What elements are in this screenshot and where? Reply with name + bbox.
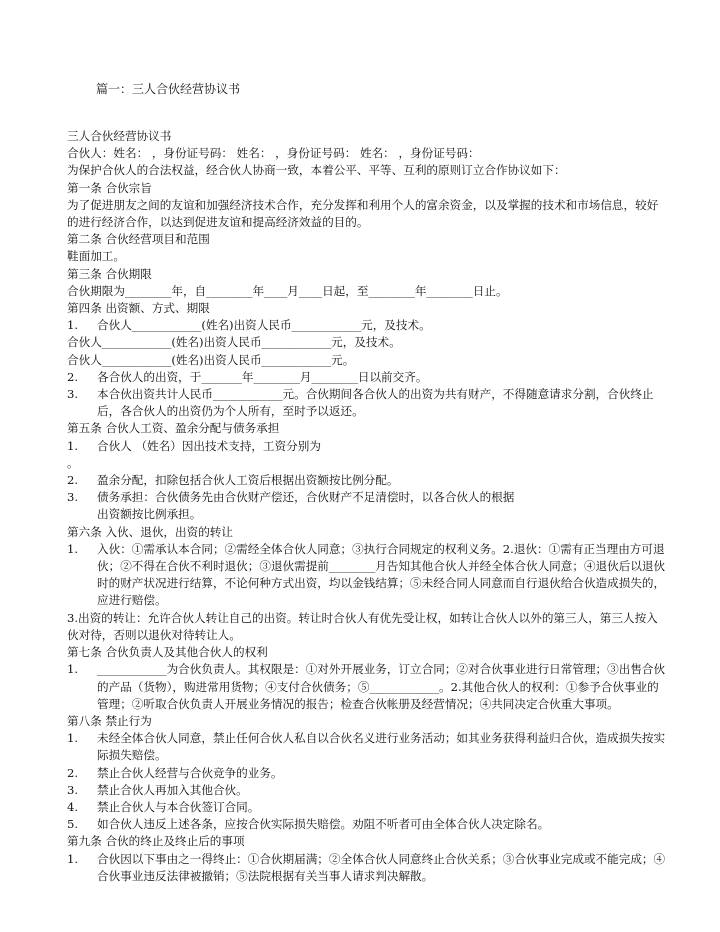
list-item: 1. 合伙人____________(姓名)出资人民币____________元，及技术。 — [67, 318, 431, 333]
list-item: 2. 各合伙人的出资，于_______年________月________日以前交齐。 — [67, 369, 428, 384]
list-item: 1. 入伙：①需承认本合同；②需经全体合伙人同意；③执行合同规定的权利义务。2.退伙：①需有正当理由方可退伙；②不得在合伙不利时退伙；③退伙需提前________月告知其他合伙人并经全体合伙人同意；④退伙后以退伙时的财产状况进行结算，不论何种方式出资，均以金钱结算；⑤未经合同人同意而自行退伙给合伙造成损失的，应进行赔偿。 — [67, 541, 666, 608]
list-item: 1. 合伙因以下事由之一得终止：①合伙期届满；②全体合伙人同意终止合伙关系；③合伙事业完成或不能完成；④合伙事业违反法律被撤销；⑤法院根据有关当事人请求判决解散。 — [67, 851, 666, 883]
list-item: 3. 本合伙出资共计人民币____________元。合伙期间各合伙人的出资为共有财产，不得随意请求分割，合伙终止后，各合伙人的出资仍为个人所有，至时予以返还。 — [67, 387, 654, 419]
article-1-title: 第一条 合伙宗旨 — [67, 180, 152, 195]
article-6-title: 第六条 入伙、退伙，出资的转让 — [67, 524, 233, 539]
article-2-title: 第二条 合伙经营项目和范围 — [67, 232, 210, 247]
article-1-body: 为了促进朋友之间的友谊和加强经济技术合作，充分发挥和利用个人的富余资金，以及掌握的技术和市场信息，较好的进行经济合作，以达到促进友谊和提高经济效益的目的。 — [67, 197, 659, 230]
article-5-title: 第五条 合伙人工资、盈余分配与债务承担 — [67, 421, 280, 436]
document-heading: 篇一：三人合伙经营协议书 — [96, 82, 241, 96]
parties-line: 合伙人：姓名： ，身份证号码： 姓名： ，身份证号码： 姓名： ，身份证号码： — [67, 146, 480, 161]
list-item: 5. 如合伙人违反上述各条，应按合伙实际损失赔偿。劝阻不听者可由全体合伙人决定除名。 — [67, 817, 550, 832]
list-item: 1. ____________为合伙负责人。其权限是：①对外开展业务，订立合同；②对合伙事业进行日常管理；③出售合伙的产品（货物），购进常用货物；④支付合伙债务；⑤____________。2.其他合伙人的权利：①参予合伙事业的管理；②听取合伙负责人开展业务情况的报告；检查合伙帐册及经营情况；④共同决定合伙重大事项。 — [67, 662, 666, 711]
agreement-title: 三人合伙经营协议书 — [67, 129, 172, 143]
transfer-clause: 3.出资的转让：允许合伙人转让自己的出资。转让时合伙人有优先受让权，如转让合伙人以外的第三人，第三人按入伙对待，否则以退伙对待转让人。 — [67, 610, 658, 642]
agreement-body — [67, 128, 667, 885]
list-item: 2. 盈余分配，扣除包括合伙人工资后根据出资额按比例分配。 — [67, 473, 399, 488]
preamble: 为保护合伙人的合法权益，经合伙人协商一致，本着公平、平等、互利的原则订立合作协议如下： — [67, 163, 566, 178]
article-7-title: 第七条 合伙负责人及其他合伙人的权利 — [67, 645, 268, 660]
list-item: 3. 债务承担：合伙债务先由合伙财产偿还，合伙财产不足清偿时，以各合伙人的根据出资额按比例承担。 — [67, 490, 515, 522]
list-item: 合伙人____________(姓名)出资人民币____________元。 — [67, 352, 355, 367]
list-item: 合伙人____________(姓名)出资人民币____________元，及技术。 — [67, 335, 401, 350]
list-item: 1. 未经全体合伙人同意，禁止任何合伙人私自以合伙名义进行业务活动；如其业务获得利益归合伙，造成损失按实际损失赔偿。 — [67, 731, 666, 763]
list-item: 1. 合伙人 （姓名）因出技术支持，工资分别为 — [67, 438, 321, 453]
article-9-title: 第九条 合伙的终止及终止后的事项 — [67, 834, 245, 849]
article-2-body: 鞋面加工。 — [67, 249, 125, 264]
list-item: 2. 禁止合伙人经营与合伙竞争的业务。 — [67, 765, 283, 780]
list-item-tail: 。 — [67, 455, 79, 470]
article-8-title: 第八条 禁止行为 — [67, 713, 152, 728]
article-4-title: 第四条 出资额、方式、期限 — [67, 301, 210, 316]
list-item: 4. 禁止合伙人与本合伙签订合同。 — [67, 799, 260, 814]
list-item: 3. 禁止合伙人再加入其他合伙。 — [67, 782, 248, 797]
article-3-title: 第三条 合伙期限 — [67, 266, 152, 281]
article-3-body: 合伙期限为________年，自________年____月____日起，至________年________日止。 — [67, 283, 508, 298]
